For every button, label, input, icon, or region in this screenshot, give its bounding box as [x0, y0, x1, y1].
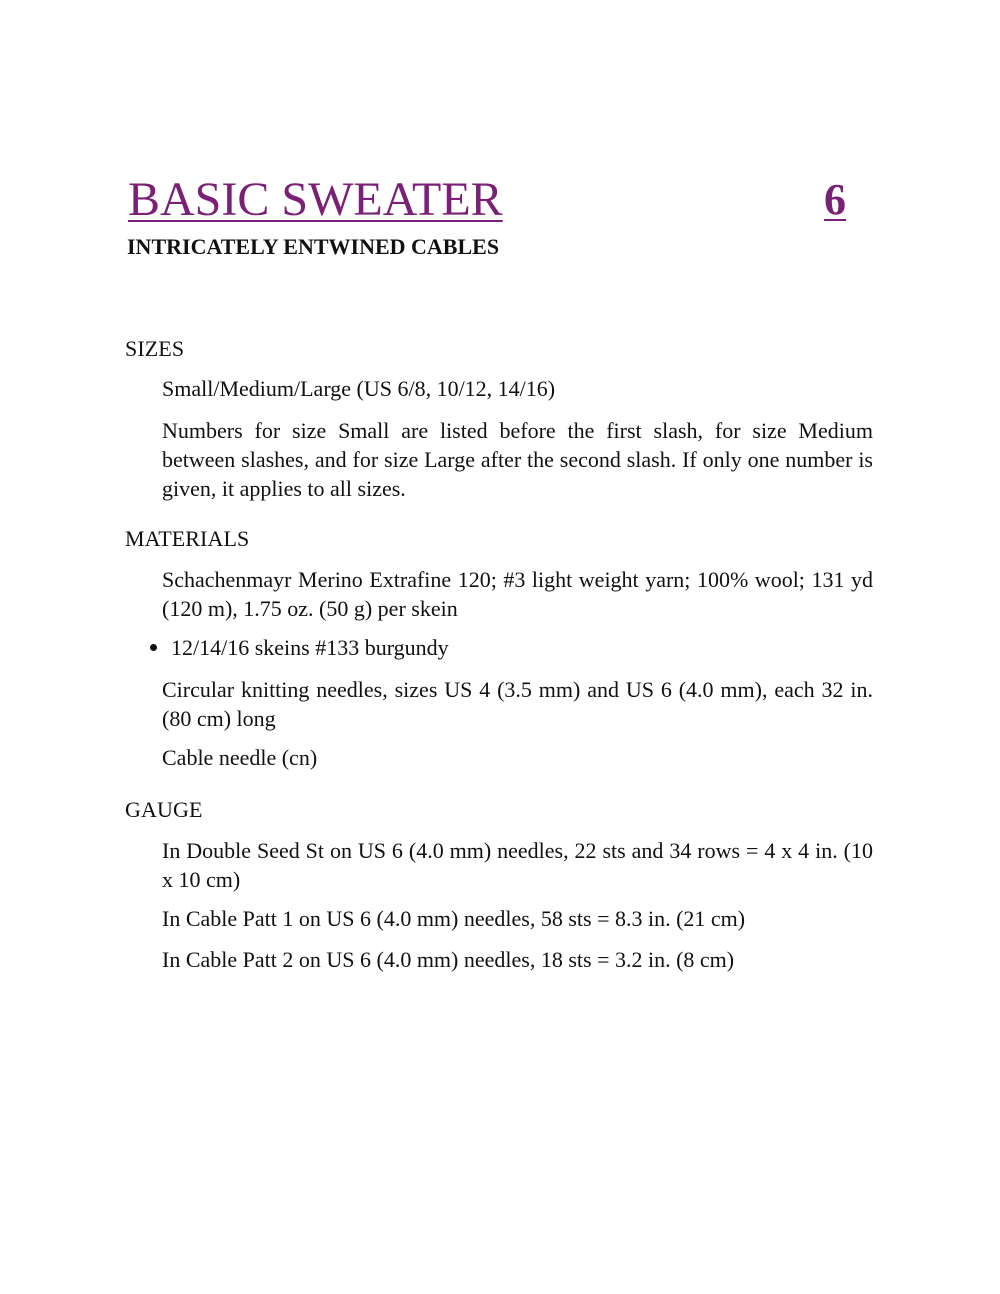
materials-needles: Circular knitting needles, sizes US 4 (3.5 mm) and US 6 (4.0 mm), each 32 in. (80 cm) long: [162, 677, 873, 731]
page-subtitle: INTRICATELY ENTWINED CABLES: [127, 234, 500, 259]
gauge-heading: GAUGE: [125, 797, 203, 822]
bullet-icon: [150, 644, 157, 651]
skeins-bullet-item: [150, 633, 449, 662]
skeins-text: 12/14/16 skeins #133 burgundy: [171, 635, 449, 660]
gauge-double-seed: In Double Seed St on US 6 (4.0 mm) needles, 22 sts and 34 rows = 4 x 4 in. (10 x 10 cm): [162, 838, 873, 892]
gauge-cable-patt-2: In Cable Patt 2 on US 6 (4.0 mm) needles, 18 sts = 3.2 in. (8 cm): [162, 947, 735, 972]
sizes-note: Numbers for size Small are listed before the first slash, for size Medium between slashes, and for size Large after the second slash. If only one number is given, it applies to all sizes.: [162, 418, 873, 501]
title-row: [128, 172, 850, 232]
gauge-cable-patt-1: In Cable Patt 1 on US 6 (4.0 mm) needles, 58 sts = 8.3 in. (21 cm): [162, 906, 746, 931]
materials-heading: MATERIALS: [125, 526, 250, 551]
chapter-number: 6: [824, 175, 846, 224]
materials-yarn: Schachenmayr Merino Extrafine 120; #3 light weight yarn; 100% wool; 131 yd (120 m), 1.75 oz. (50 g) per skein: [162, 567, 873, 621]
page-title: BASIC SWEATER: [128, 173, 503, 226]
sizes-heading: SIZES: [125, 336, 185, 361]
sizes-list: Small/Medium/Large (US 6/8, 10/12, 14/16): [162, 376, 556, 401]
materials-cable-needle: Cable needle (cn): [162, 745, 318, 770]
